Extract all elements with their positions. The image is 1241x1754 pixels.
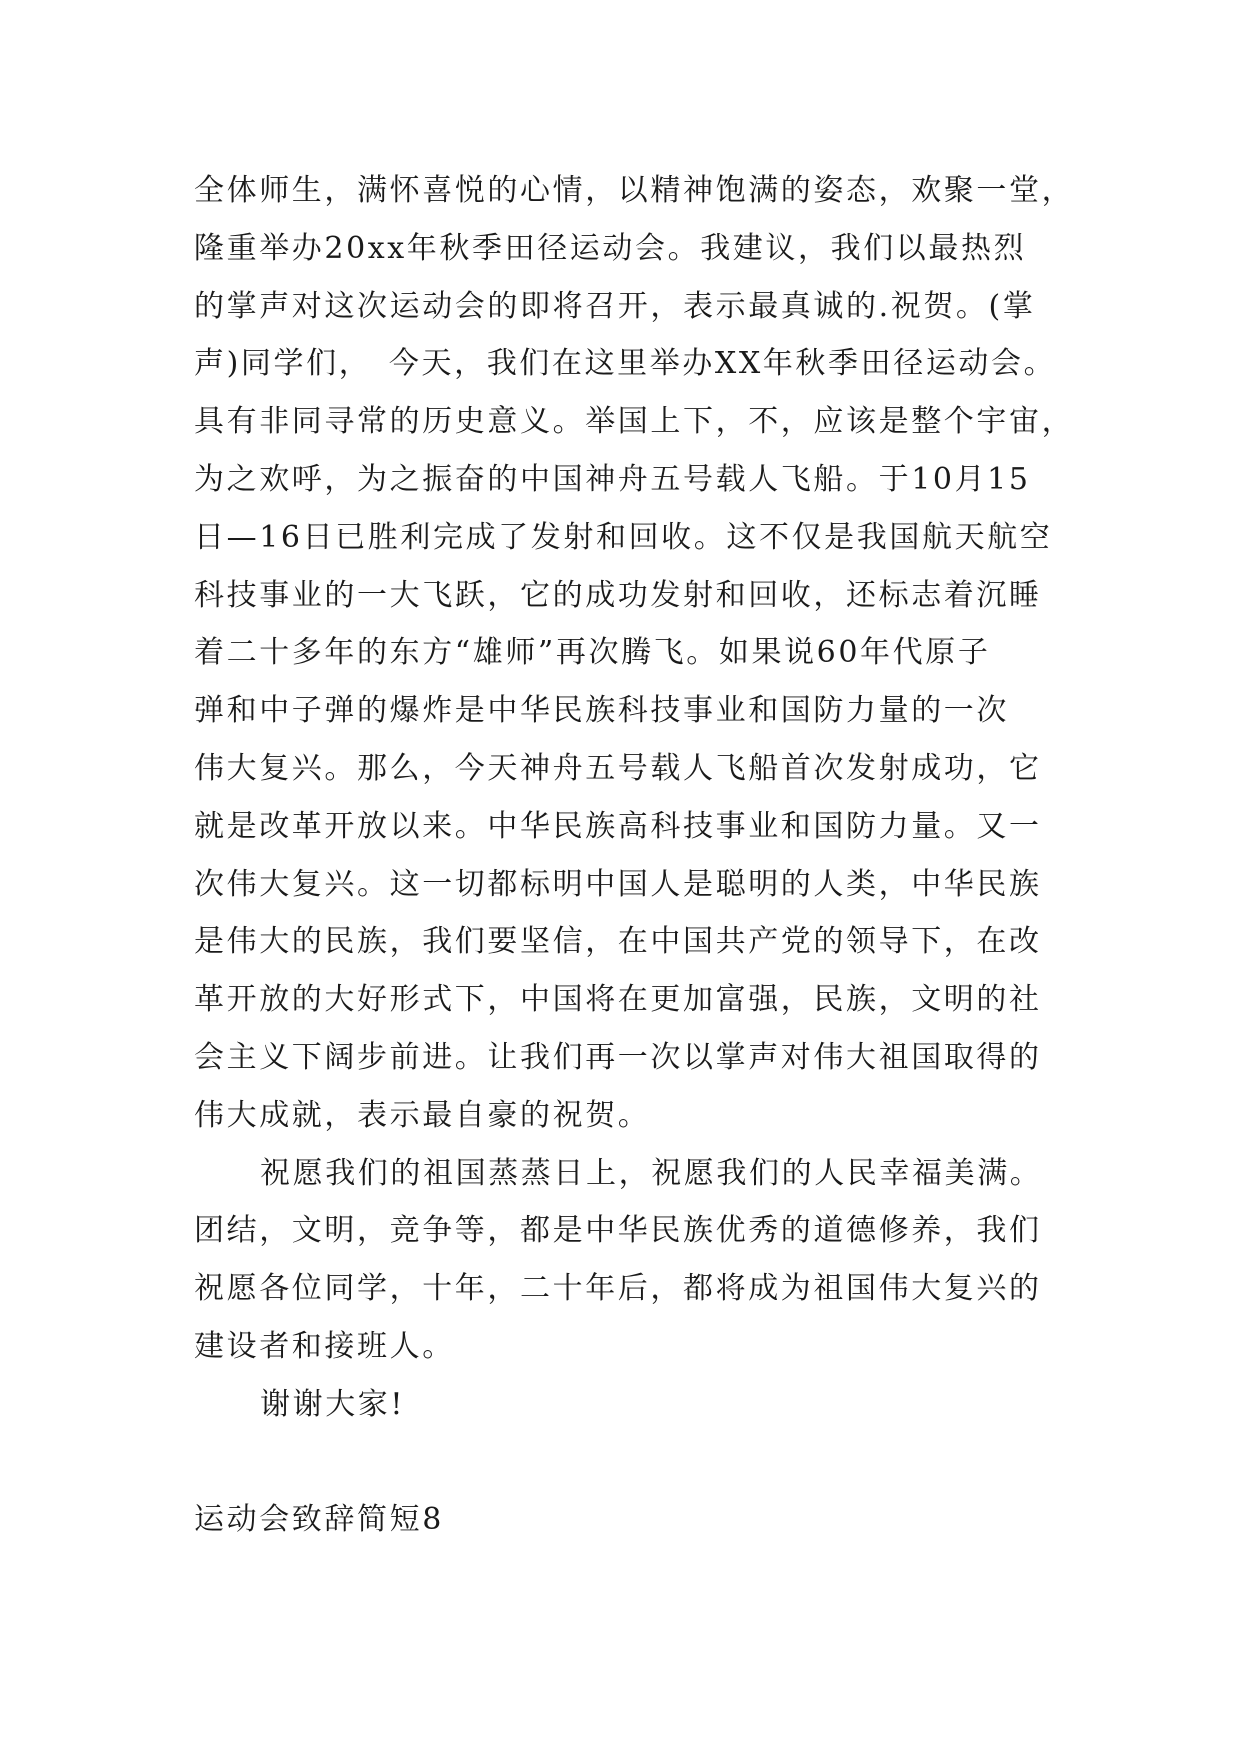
text-line: 具有非同寻常的历史意义。举国上下，不，应该是整个宇宙， xyxy=(194,404,1075,440)
text-line: 革开放的大好形式下，中国将在更加富强，民族，文明的社 xyxy=(194,982,1042,1018)
text-line: 着二十多年的东方“雄师”再次腾飞。如果说60年代原子 xyxy=(194,635,991,671)
text-line: 日—16日已胜利完成了发射和回收。这不仅是我国航天航空 xyxy=(194,519,1053,555)
text-line: 伟大成就，表示最自豪的祝贺。 xyxy=(194,1097,651,1133)
document-body xyxy=(194,162,1074,1549)
text-line: 隆重举办20xx年秋季田径运动会。我建议，我们以最热烈 xyxy=(194,230,1027,266)
text-line: 祝愿我们的祖国蒸蒸日上，祝愿我们的人民幸福美满。 xyxy=(260,1155,1043,1191)
text-line: 是伟大的民族，我们要坚信，在中国共产党的领导下，在改 xyxy=(194,924,1042,960)
text-line: 科技事业的一大飞跃，它的成功发射和回收，还标志着沉睡 xyxy=(194,577,1042,613)
text-line: 建设者和接班人。 xyxy=(194,1328,455,1364)
paragraph-1 xyxy=(194,162,1074,1145)
paragraph-2 xyxy=(194,1145,1074,1376)
section-heading: 运动会致辞简短8 xyxy=(194,1502,444,1538)
text-line: 全体师生，满怀喜悦的心情，以精神饱满的姿态，欢聚一堂， xyxy=(194,173,1075,208)
blank-line xyxy=(194,1434,1074,1492)
closing-line: 谢谢大家! xyxy=(260,1386,406,1422)
text-line: 伟大复兴。那么，今天神舟五号载人飞船首次发射成功，它 xyxy=(194,750,1042,786)
text-line: 为之欢呼，为之振奋的中国神舟五号载人飞船。于10月15 xyxy=(194,461,1031,497)
text-line: 的掌声对这次运动会的即将召开，表示最真诚的.祝贺。(掌 xyxy=(194,288,1036,324)
text-line: 会主义下阔步前进。让我们再一次以掌声对伟大祖国取得的 xyxy=(194,1039,1042,1075)
text-line: 弹和中子弹的爆炸是中华民族科技事业和国防力量的一次 xyxy=(194,693,1009,729)
text-line: 祝愿各位同学，十年，二十年后，都将成为祖国伟大复兴的 xyxy=(194,1271,1042,1307)
text-line: 声)同学们， 今天，我们在这里举办XX年秋季田径运动会。 xyxy=(194,346,1057,382)
text-line: 就是改革开放以来。中华民族高科技事业和国防力量。又一 xyxy=(194,808,1042,844)
text-line: 团结，文明，竞争等，都是中华民族优秀的道德修养，我们 xyxy=(194,1213,1042,1249)
text-line: 次伟大复兴。这一切都标明中国人是聪明的人类，中华民族 xyxy=(194,866,1042,902)
